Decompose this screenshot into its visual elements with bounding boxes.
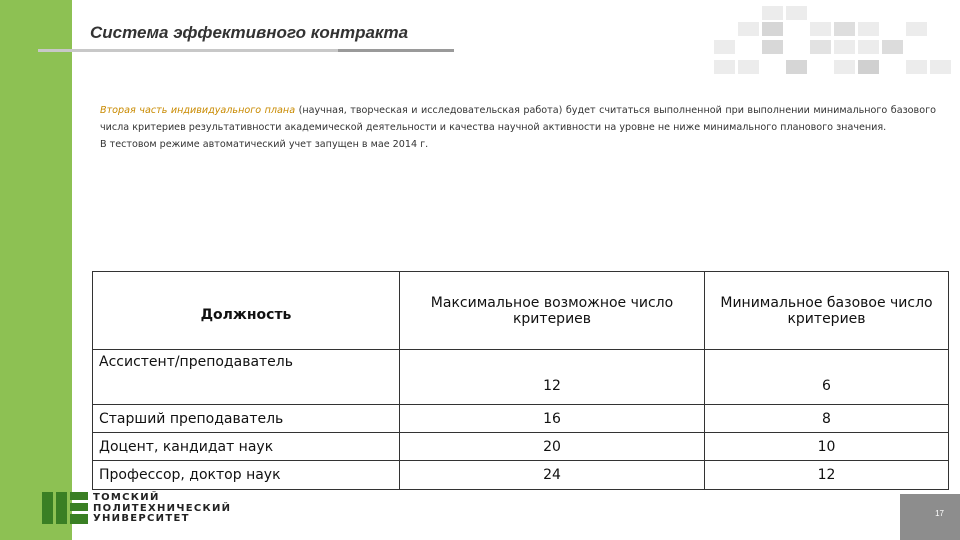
table-header-row	[93, 272, 949, 350]
row-max: 16	[400, 405, 705, 433]
table-row	[93, 405, 949, 433]
row-position: Профессор, доктор наук	[93, 461, 400, 490]
intro-paragraph	[100, 102, 936, 136]
page-title: Система эффективного контракта	[90, 23, 409, 42]
row-min: 8	[705, 405, 949, 433]
university-name-line2: ПОЛИТЕХНИЧЕСКИЙ	[93, 502, 232, 514]
row-position: Ассистент/преподаватель	[93, 350, 400, 405]
header-max-criteria: Максимальное возможное число критериев	[400, 272, 705, 350]
university-name	[93, 493, 231, 525]
intro-text	[100, 102, 936, 153]
decorative-grid	[706, 0, 960, 82]
header-min-criteria: Минимальное базовое число критериев	[705, 272, 949, 350]
university-name-line3: УНИВЕРСИТЕТ	[93, 513, 190, 524]
criteria-table	[92, 271, 949, 490]
row-max: 24	[400, 461, 705, 490]
intro-rest: (научная, творческая и исследовательская работа) будет считаться выполненной при выполнении минимального базового числа критериев результативности академической деятельности и качества научной активности на уровне не ниже минимального планового значения.	[100, 105, 936, 133]
table-row	[93, 350, 949, 405]
table-row	[93, 461, 949, 490]
header-position: Должность	[93, 272, 400, 350]
table-row	[93, 433, 949, 461]
row-min: 10	[705, 433, 949, 461]
university-logo-icon	[42, 492, 88, 524]
row-min: 12	[705, 461, 949, 490]
university-name-line1: ТОМСКИЙ	[93, 492, 160, 503]
intro-line2: В тестовом режиме автоматический учет запущен в мае 2014 г.	[100, 139, 429, 150]
page-number-box	[900, 494, 960, 540]
left-accent-bar	[0, 0, 72, 540]
page-number: 17	[935, 509, 944, 518]
intro-highlight: Вторая часть индивидуального плана	[100, 105, 296, 116]
row-position: Старший преподаватель	[93, 405, 400, 433]
title-underline-accent	[338, 49, 454, 52]
row-max: 20	[400, 433, 705, 461]
row-min: 6	[705, 350, 949, 405]
row-position: Доцент, кандидат наук	[93, 433, 400, 461]
row-max: 12	[400, 350, 705, 405]
